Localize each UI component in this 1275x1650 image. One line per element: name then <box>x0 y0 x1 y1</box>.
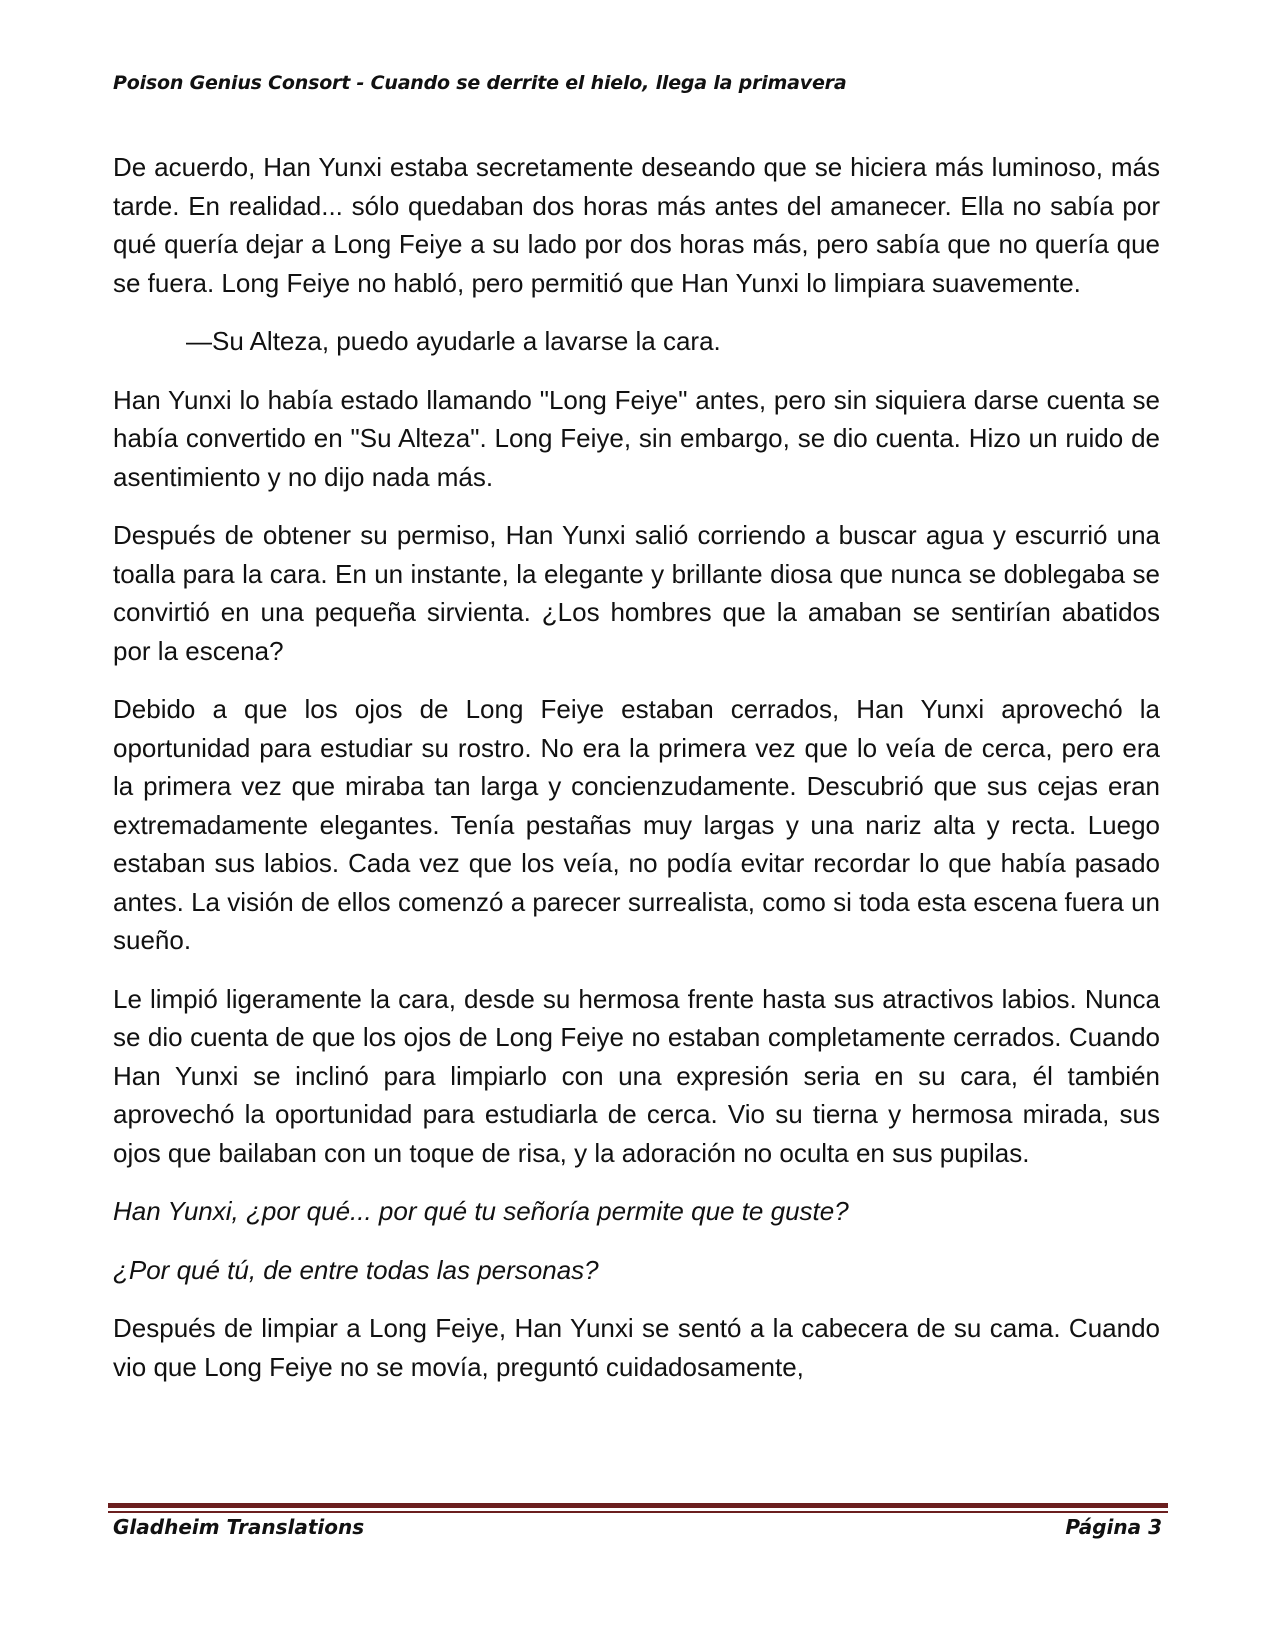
paragraph: Le limpió ligeramente la cara, desde su hermosa frente hasta sus atractivos labios. Nunca se dio cuenta de que los ojos de Long Feiye no estaban completamente cerrados. Cuando Han Yunxi se inclinó para limpiarlo con una expresión seria en su cara, él también aprovechó la oportunidad para estudiarla de cerca. Vio su tierna y hermosa mirada, sus ojos que bailaban con un toque de risa, y la adoración no oculta en sus pupilas. <box>113 983 1160 1168</box>
paragraph: Han Yunxi lo había estado llamando "Long Feiye" antes, pero sin siquiera darse cuenta se había convertido en "Su Alteza". Long Feiye, sin embargo, se dio cuenta. Hizo un ruido de asentimiento y no dijo nada más. <box>113 384 1160 492</box>
footer-divider-thin <box>108 1511 1168 1513</box>
paragraph: Después de obtener su permiso, Han Yunxi salió corriendo a buscar agua y escurrió una toalla para la cara. En un instante, la elegante y brillante diosa que nunca se doblegaba se convirtió en una pequeña sirvienta. ¿Los hombres que la amaban se sentirían abatidos por la escena? <box>113 520 1160 666</box>
footer-translator: Gladheim Translations <box>113 1515 365 1539</box>
footer-divider-thick <box>108 1503 1168 1508</box>
paragraph: Debido a que los ojos de Long Feiye estaban cerrados, Han Yunxi aprovechó la oportunidad para estudiar su rostro. No era la primera vez que lo veía de cerca, pero era la primera vez que miraba tan larga y concienzudamente. Descubrió que sus cejas eran extremadamente elegantes. Tenía pestañas muy largas y una nariz alta y recta. Luego estaban sus labios. Cada vez que los veía, no podía evitar recordar lo que había pasado antes. La visión de ellos comenzó a parecer surrealista, como si toda esta escena fuera un sueño. <box>113 694 1160 955</box>
thought-paragraph: ¿Por qué tú, de entre todas las personas? <box>113 1254 599 1285</box>
page-number: Página 3 <box>1065 1515 1162 1539</box>
body-text <box>113 148 1160 1406</box>
running-header: Poison Genius Consort - Cuando se derrite el hielo, llega la primavera <box>113 72 847 94</box>
paragraph: De acuerdo, Han Yunxi estaba secretamente deseando que se hiciera más luminoso, más tarde. En realidad... sólo quedaban dos horas más antes del amanecer. Ella no sabía por qué quería dejar a Long Feiye a su lado por dos horas más, pero sabía que no quería que se fuera. Long Feiye no habló, pero permitió que Han Yunxi lo limpiara suavemente. <box>113 152 1160 298</box>
paragraph: Después de limpiar a Long Feiye, Han Yunxi se sentó a la cabecera de su cama. Cuando vio que Long Feiye no se movía, preguntó cuidadosamente, <box>113 1313 1160 1382</box>
thought-paragraph: Han Yunxi, ¿por qué... por qué tu señoría permite que te guste? <box>113 1196 849 1226</box>
dialogue-paragraph: —Su Alteza, puedo ayudarle a lavarse la cara. <box>186 326 721 356</box>
